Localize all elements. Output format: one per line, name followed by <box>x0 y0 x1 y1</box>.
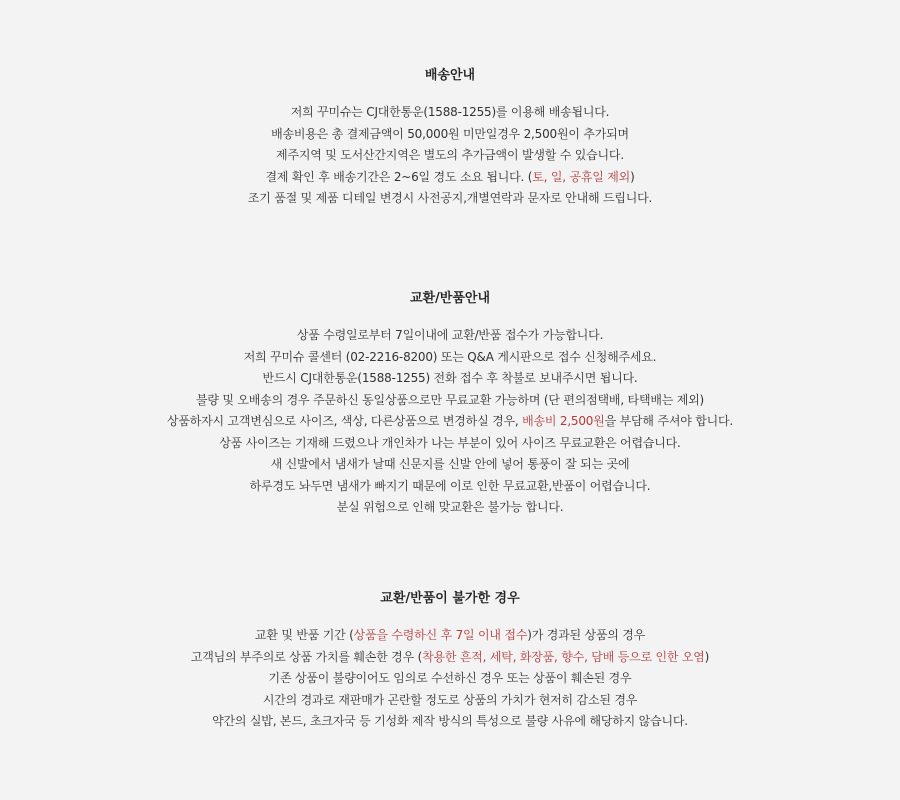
line-text: 반드시 CJ대한통운(1588-1255) 전화 접수 후 착불로 보내주시면 됩니다. <box>262 371 638 385</box>
highlighted-text: 착용한 흔적, 세탁, 화장품, 향수, 담배 등으로 인한 오염 <box>422 649 705 664</box>
line-text: 기존 상품이 불량이어도 임의로 수선하신 경우 또는 상품이 훼손된 경우 <box>268 671 632 685</box>
policy-line <box>0 188 900 210</box>
exchange-not-allowed-section <box>0 590 900 733</box>
policy-line <box>0 454 900 476</box>
line-text: 결제 확인 후 배송기간은 2~6일 경도 소요 됩니다. ( <box>265 169 533 184</box>
policy-line <box>0 433 900 455</box>
line-text: )가 경과된 상품의 경우 <box>527 628 646 642</box>
policy-line <box>0 347 900 369</box>
policy-line <box>0 167 900 189</box>
line-text: 시간의 경과로 재판매가 곤란할 정도로 상품의 가치가 현저히 감소된 경우 <box>262 692 638 707</box>
line-text: 고객님의 부주의로 상품 가치를 훼손한 경우 ( <box>190 649 423 664</box>
policy-line <box>0 668 900 690</box>
line-text: 교환 및 반품 기간 ( <box>254 628 354 642</box>
shipping-info-lines <box>0 102 900 210</box>
line-text: 배송비용은 총 결제금액이 50,000원 미만일경우 2,500원이 추가되며 <box>271 126 629 141</box>
line-text: 저희 꾸미슈는 CJ대한통운(1588-1255)를 이용해 배송됩니다. <box>290 105 610 119</box>
line-text: 제주지역 및 도서산간지역은 별도의 추가금액이 발생할 수 있습니다. <box>276 148 624 162</box>
policy-line <box>0 124 900 146</box>
policy-line <box>0 390 900 412</box>
line-text: 분실 위험으로 인해 맞교환은 불가능 합니다. <box>336 500 564 514</box>
line-text: ) <box>630 169 635 184</box>
policy-line <box>0 145 900 167</box>
policy-line <box>0 497 900 519</box>
line-text: 을 부담해 주셔야 합니다. <box>604 414 734 428</box>
exchange-not-allowed-lines <box>0 625 900 733</box>
highlighted-text: 상품을 수령하신 후 7일 이내 접수 <box>353 628 528 642</box>
shipping-info-section <box>0 67 900 210</box>
line-text: 상품 수령일로부터 7일이내에 교환/반품 접수가 가능합니다. <box>296 328 604 342</box>
line-text: 상품하자시 고객변심으로 사이즈, 색상, 다른상품으로 변경하실 경우, <box>166 414 523 428</box>
policy-line <box>0 476 900 498</box>
policy-line <box>0 368 900 390</box>
exchange-return-lines <box>0 325 900 519</box>
line-text: 불량 및 오배송의 경우 주문하신 동일상품으로만 무료교환 가능하며 (단 편의점택배, 타택배는 제외) <box>195 392 705 407</box>
line-text: 약간의 실밥, 본드, 초크자국 등 기성화 제작 방식의 특성으로 불량 사유에 해당하지 않습니다. <box>212 714 688 728</box>
shipping-info-title: 배송안내 <box>424 68 476 83</box>
exchange-not-allowed-title: 교환/반품이 불가한 경우 <box>380 591 520 606</box>
policy-line <box>0 325 900 347</box>
line-text: ) <box>704 649 710 664</box>
policy-line <box>0 711 900 733</box>
line-text: 하루경도 놔두면 냄새가 빠지기 때문에 이로 인한 무료교환,반품이 어렵습니다. <box>249 478 651 493</box>
policy-line <box>0 690 900 712</box>
highlighted-text: 토, 일, 공휴일 제외 <box>532 169 631 184</box>
line-text: 상품 사이즈는 기재해 드렸으나 개인차가 나는 부분이 있어 사이즈 무료교환은 어렵습니다. <box>219 435 681 450</box>
policy-line <box>0 647 900 669</box>
line-text: 조기 품절 및 제품 디테일 변경시 사전공지,개별연락과 문자로 안내해 드립니다. <box>247 191 653 205</box>
policy-line <box>0 625 900 647</box>
policy-line <box>0 411 900 433</box>
line-text: 새 신발에서 냄새가 날때 신문지를 신발 안에 넣어 통풍이 잘 되는 곳에 <box>270 457 630 471</box>
highlighted-text: 배송비 2,500원 <box>522 414 605 428</box>
exchange-return-title: 교환/반품안내 <box>409 291 491 306</box>
line-text: 저희 꾸미슈 콜센터 (02-2216-8200) 또는 Q&A 게시판으로 접수 신청해주세요. <box>243 349 657 364</box>
exchange-return-section <box>0 290 900 519</box>
policy-line <box>0 102 900 124</box>
